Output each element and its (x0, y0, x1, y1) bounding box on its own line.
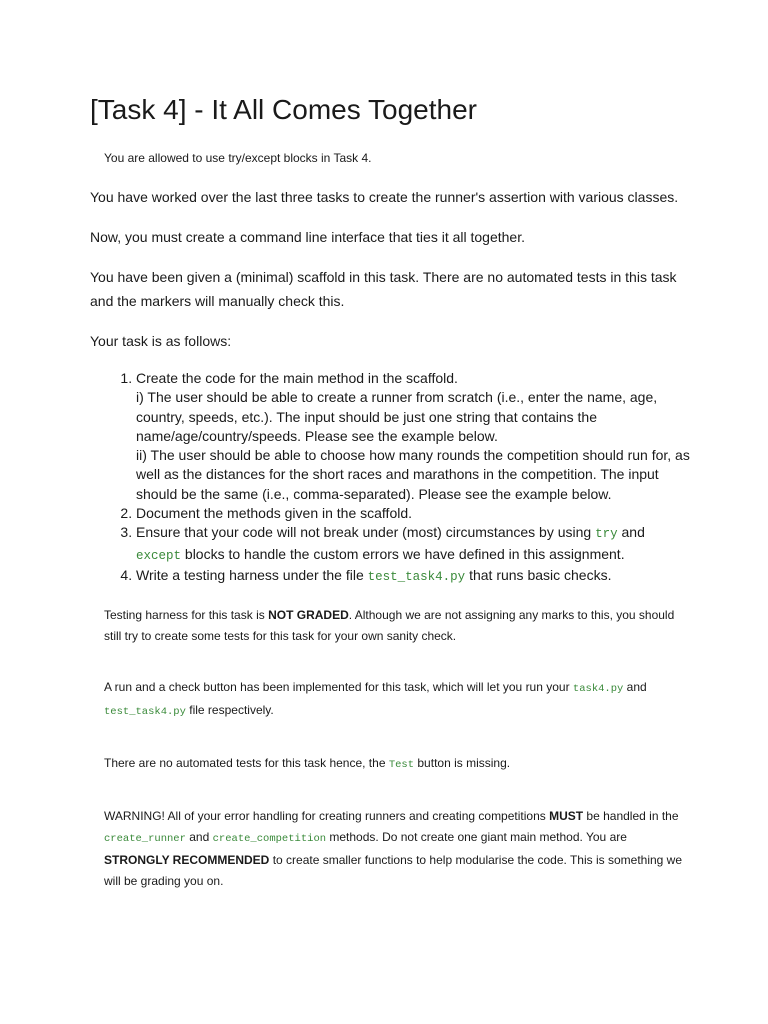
note-bold: MUST (549, 809, 584, 824)
note-run-check (104, 677, 690, 723)
inline-code: except (136, 548, 182, 563)
list-item (136, 566, 690, 587)
list-item-sub-competition: ii) The user should be able to choose how many rounds the competition should run for, as well as the distances for the short races and marathons in the competition. The input should be the same (i.e., comma-separated). Please see the example below. (136, 447, 690, 502)
note-text: A run and a check button has been implemented for this task, which will let you run your (104, 680, 573, 695)
inline-code: test_task4.py (104, 706, 186, 719)
note-text: file respectively. (185, 703, 274, 718)
list-item-text: blocks to handle the custom errors we have defined in this assignment. (181, 545, 625, 562)
paragraph-intro: You have worked over the last three tasks to create the runner's assertion with various classes. (90, 189, 679, 205)
note-not-graded (104, 605, 690, 647)
note-text: WARNING! All of your error handling for creating runners and creating competitions (104, 809, 550, 824)
paragraph-task-follows: Your task is as follows: (90, 333, 232, 349)
paragraph-cli: Now, you must create a command line interface that ties it all together. (90, 229, 525, 245)
list-item-main: Create the code for the main method in the scaffold. (136, 370, 458, 386)
list-item-text: that runs basic checks. (465, 566, 612, 583)
task-list (90, 369, 690, 587)
inline-code: task4.py (572, 683, 624, 696)
note-text: and (185, 830, 213, 845)
note-no-tests (104, 753, 690, 776)
note-text: button is missing. (414, 756, 511, 771)
list-item: 2. Document the methods given in the scaffold. (136, 504, 690, 523)
note-text: . Although we are not assigning any marks to this, you should still try to create some tests for this task for your own sanity check. (104, 608, 675, 644)
note-text: methods. Do not create one giant main method. You are (326, 830, 627, 845)
list-item-text: and (617, 524, 645, 541)
note-text: and (623, 680, 647, 695)
note-text: to create smaller functions to help modularise the code. This is something we will be grading you on. (104, 853, 683, 889)
list-item-text: Write a testing harness under the file (136, 566, 368, 583)
page-title: [Task 4] - It All Comes Together (90, 94, 477, 125)
note-text: be handled in the (583, 809, 679, 824)
inline-code: try (595, 527, 618, 542)
inline-code: test_task4.py (367, 569, 466, 584)
note-text: Testing harness for this task is (104, 608, 269, 623)
inline-code: create_competition (212, 833, 327, 846)
note-warning (104, 806, 690, 892)
note-bold: STRONGLY RECOMMENDED (104, 853, 270, 868)
note-try-except: You are allowed to use try/except blocks in Task 4. (104, 151, 372, 165)
list-item (136, 369, 690, 504)
paragraph-scaffold: You have been given a (minimal) scaffold in this task. There are no automated tests in this task and the markers will manually check this. (90, 269, 677, 309)
list-item-sub-runner: i) The user should be able to create a runner from scratch (i.e., enter the name, age, country, speeds, etc.). The input should be just one string that contains the name/age/country/speeds. Please see the example below. (136, 389, 658, 444)
inline-code: create_runner (104, 833, 186, 846)
list-item-text: Ensure that your code will not break under (most) circumstances by using (136, 524, 596, 541)
document-page (90, 92, 690, 892)
inline-code: Test (388, 759, 415, 772)
list-item (136, 523, 690, 566)
note-bold: NOT GRADED (268, 608, 349, 623)
note-text: There are no automated tests for this task hence, the (104, 756, 389, 771)
